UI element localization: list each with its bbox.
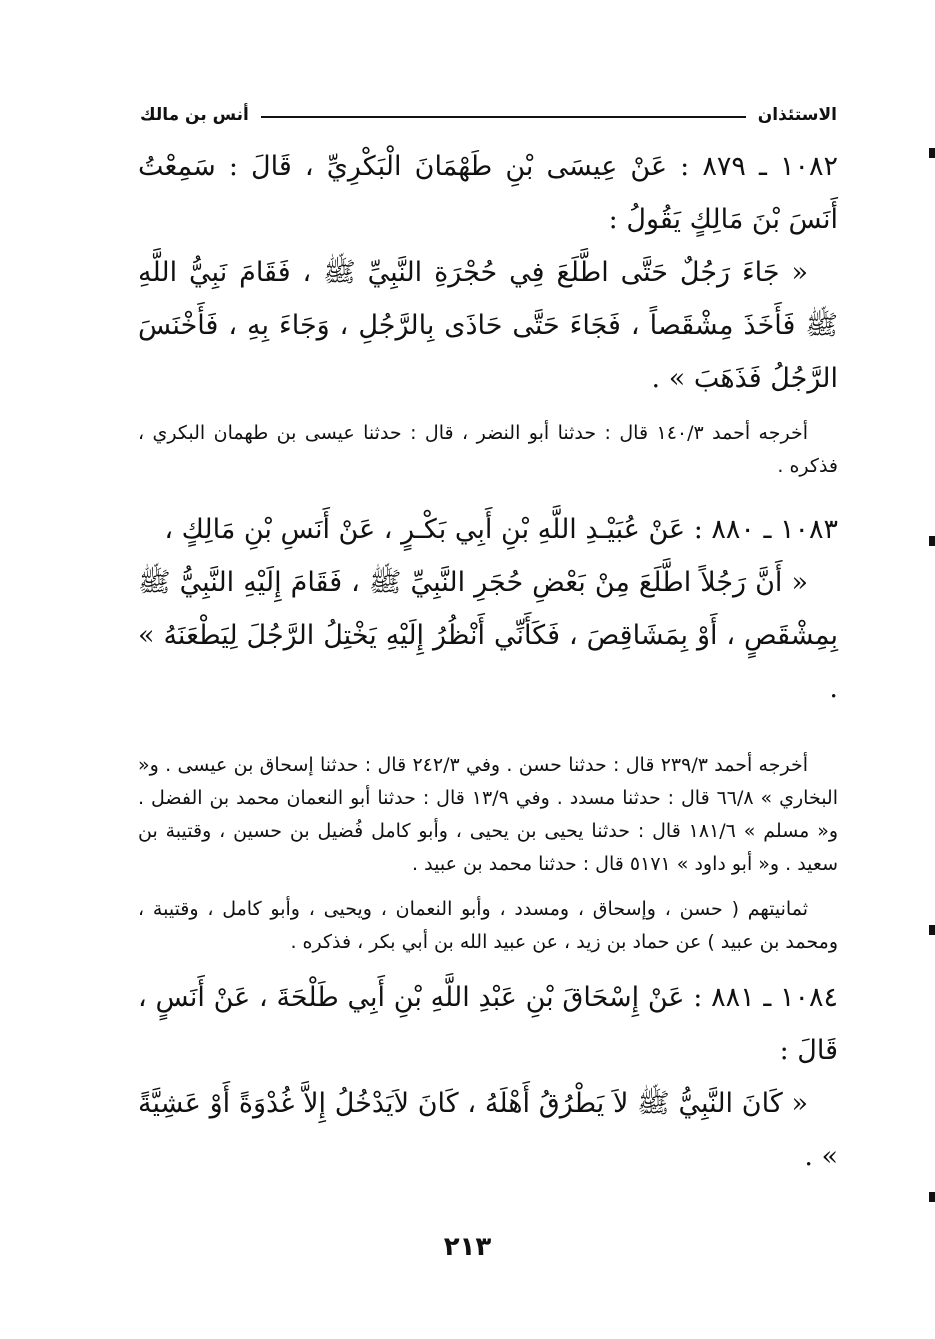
takhrij-1083: أخرجه أحمد ٢٣٩/٣ قال : حدثنا حسن . وفي ٢٤٢/٣ قال : حدثنا إسحاق بن عيسى . و« البخاري » ٦٦/٨ قال : حدثنا مسدد . وفي ١٣/٩ قال : حدثنا أبو النعمان محمد بن الفضل . و« مسلم » ١٨١/٦ قال : حدثنا يحيى بن يحيى ، وأبو كامل فُضيل بن حسين ، وقتيبة بن سعيد . و« أبو داود » ٥١٧١ قال : حدثنا محمد بن عبيد . (138, 754, 839, 875)
margin-mark (929, 1192, 935, 1202)
page-body (138, 140, 838, 1183)
hadith-text-1083: « أَنَّ رَجُلاً اطَّلَعَ مِنْ بَعْضِ حُجَرِ النَّبِيِّ ﷺ ، فَقَامَ إِلَيْهِ النَّبِيُّ ﷺ بِمِشْقَصٍ ، أَوْ بِمَشَاقِصَ ، فَكَأَنِّي أَنْظُرُ إِلَيْهِ يَخْتِلُ الرَّجُلَ لِيَطْعَنَهُ » . (138, 567, 838, 704)
hadith-heading-1082: ١٠٨٢ ـ ٨٧٩ : عَنْ عِيسَى بْنِ طَهْمَانَ الْبَكْرِيِّ ، قَالَ : سَمِعْتُ أَنَسَ بْنَ مَالِكٍ يَقُولُ : (138, 151, 839, 235)
margin-mark (929, 148, 935, 158)
hadith-heading-1084: ١٠٨٤ ـ ٨٨١ : عَنْ إِسْحَاقَ بْنِ عَبْدِ اللَّهِ بْنِ أَبِي طَلْحَةَ ، عَنْ أَنَسٍ ، قَالَ : (138, 982, 838, 1066)
margin-mark (929, 536, 935, 546)
hadith-heading-1083: ١٠٨٣ ـ ٨٨٠ : عَنْ عُبَيْـدِ اللَّهِ بْنِ أَبِي بَكْـرٍ ، عَنْ أَنَسِ بْنِ مَالِكٍ ، (164, 514, 838, 545)
takhrij-1083-summary: ثمانيتهم ( حسن ، وإسحاق ، ومسدد ، وأبو النعمان ، ويحيى ، وأبو كامل ، وقتيبة ، ومحمد بن عبيد ) عن حماد بن زيد ، عن عبيد الله بن أبي بكر ، فذكره . (138, 898, 838, 953)
narrator-title: أنس بن مالك (140, 105, 249, 125)
header-rule (261, 116, 746, 118)
running-header (140, 98, 837, 132)
takhrij-1082: أخرجه أحمد ١٤٠/٣ قال : حدثنا أبو النضر ، قال : حدثنا عيسى بن طهمان البكري ، فذكره . (138, 422, 838, 477)
page-number: ٢١٣ (443, 1232, 492, 1262)
margin-mark (929, 925, 935, 935)
hadith-text-1084: « كَانَ النَّبِيُّ ﷺ لاَ يَطْرُقُ أَهْلَهُ ، كَانَ لاَيَدْخُلُ إِلاَّ غُدْوَةً أَوْ عَشِيَّةً » . (138, 1088, 838, 1172)
hadith-text-1082: « جَاءَ رَجُلٌ حَتَّى اطَّلَعَ فِي حُجْرَةِ النَّبِيِّ ﷺ ، فَقَامَ نَبِيُّ اللَّهِ ﷺ فَأَخَذَ مِشْقَصاً ، فَجَاءَ حَتَّى حَاذَى بِالرَّجُلِ ، وَجَاءَ بِهِ ، فَأَخْنَسَ الرَّجُلُ فَذَهَبَ » . (138, 257, 838, 394)
chapter-title: الاستئذان (757, 105, 837, 125)
